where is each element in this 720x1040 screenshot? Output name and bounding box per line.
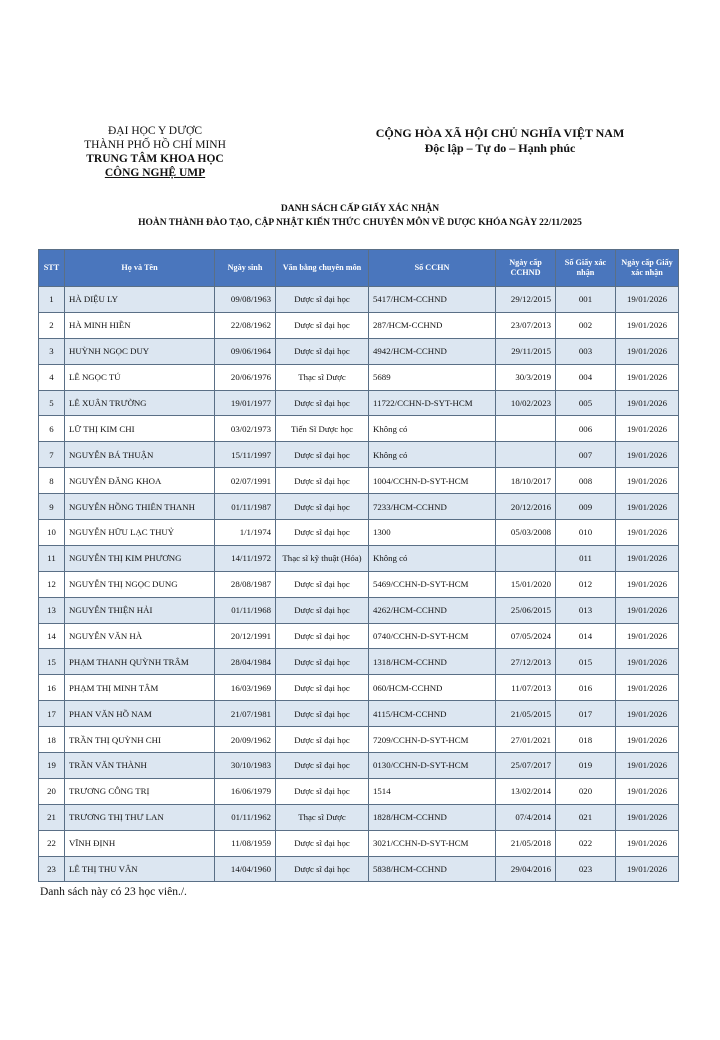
cell-stt: 23 xyxy=(39,856,65,882)
cell-degree: Dược sĩ đại học xyxy=(276,778,369,804)
cell-cert-no: 011 xyxy=(556,545,616,571)
cell-birthdate: 15/11/1997 xyxy=(215,442,276,468)
cell-cert-date: 19/01/2026 xyxy=(616,312,679,338)
cell-license-date: 21/05/2018 xyxy=(496,830,556,856)
cell-license-date: 11/07/2013 xyxy=(496,675,556,701)
cell-cert-date: 19/01/2026 xyxy=(616,364,679,390)
cell-license-date: 20/12/2016 xyxy=(496,494,556,520)
cell-license-date: 23/07/2013 xyxy=(496,312,556,338)
cell-cert-date: 19/01/2026 xyxy=(616,649,679,675)
cell-degree: Dược sĩ đại học xyxy=(276,338,369,364)
cell-cert-no: 004 xyxy=(556,364,616,390)
col-header-stt: STT xyxy=(39,250,65,287)
cell-license-no: Không có xyxy=(369,545,496,571)
table-row xyxy=(39,856,679,882)
col-header-name: Họ và Tên xyxy=(65,250,215,287)
cell-cert-no: 014 xyxy=(556,623,616,649)
cell-birthdate: 14/04/1960 xyxy=(215,856,276,882)
cell-birthdate: 01/11/1987 xyxy=(215,494,276,520)
cell-license-date: 05/03/2008 xyxy=(496,520,556,546)
cell-cert-no: 020 xyxy=(556,778,616,804)
cell-degree: Dược sĩ đại học xyxy=(276,753,369,779)
cell-degree: Dược sĩ đại học xyxy=(276,623,369,649)
cell-stt: 18 xyxy=(39,727,65,753)
cell-cert-no: 008 xyxy=(556,468,616,494)
table-row xyxy=(39,649,679,675)
cell-cert-no: 010 xyxy=(556,520,616,546)
cell-birthdate: 30/10/1983 xyxy=(215,753,276,779)
cell-cert-no: 005 xyxy=(556,390,616,416)
cell-degree: Dược sĩ đại học xyxy=(276,442,369,468)
table-row xyxy=(39,390,679,416)
cell-stt: 2 xyxy=(39,312,65,338)
cell-stt: 1 xyxy=(39,287,65,313)
cell-name: HUỲNH NGỌC DUY xyxy=(65,338,215,364)
cell-name: HÀ MINH HIỀN xyxy=(65,312,215,338)
certificate-table xyxy=(38,249,679,882)
cell-license-no: 4115/HCM-CCHND xyxy=(369,701,496,727)
cell-cert-no: 013 xyxy=(556,597,616,623)
cell-license-no: 7209/CCHN-D-SYT-HCM xyxy=(369,727,496,753)
cell-cert-no: 012 xyxy=(556,571,616,597)
cell-stt: 16 xyxy=(39,675,65,701)
cell-cert-no: 016 xyxy=(556,675,616,701)
table-row xyxy=(39,675,679,701)
cell-cert-no: 006 xyxy=(556,416,616,442)
cell-license-date xyxy=(496,416,556,442)
table-row xyxy=(39,701,679,727)
cell-cert-no: 002 xyxy=(556,312,616,338)
col-header-cert-date: Ngày cấp Giấy xác nhận xyxy=(616,250,679,287)
cell-stt: 9 xyxy=(39,494,65,520)
table-row xyxy=(39,312,679,338)
cell-degree: Dược sĩ đại học xyxy=(276,649,369,675)
cell-cert-date: 19/01/2026 xyxy=(616,727,679,753)
issuing-organization xyxy=(40,124,270,180)
org-line-4: CÔNG NGHỆ UMP xyxy=(104,167,206,179)
cell-cert-date: 19/01/2026 xyxy=(616,545,679,571)
cell-name: NGUYỄN HỮU LẠC THUỶ xyxy=(65,520,215,546)
cell-stt: 11 xyxy=(39,545,65,571)
cell-stt: 20 xyxy=(39,778,65,804)
cell-degree: Dược sĩ đại học xyxy=(276,597,369,623)
cell-name: TRẦN THỊ QUỲNH CHI xyxy=(65,727,215,753)
cell-name: LÊ XUÂN TRƯỜNG xyxy=(65,390,215,416)
cell-birthdate: 01/11/1968 xyxy=(215,597,276,623)
cell-cert-date: 19/01/2026 xyxy=(616,804,679,830)
cell-cert-no: 015 xyxy=(556,649,616,675)
cell-birthdate: 28/08/1987 xyxy=(215,571,276,597)
cell-name: NGUYỄN BÁ THUẬN xyxy=(65,442,215,468)
table-header-row xyxy=(39,250,679,287)
cell-license-date: 27/01/2021 xyxy=(496,727,556,753)
cell-birthdate: 20/06/1976 xyxy=(215,364,276,390)
col-header-license-date: Ngày cấp CCHND xyxy=(496,250,556,287)
cell-name: NGUYỄN THIỆN HẢI xyxy=(65,597,215,623)
cell-degree: Dược sĩ đại học xyxy=(276,287,369,313)
cell-stt: 22 xyxy=(39,830,65,856)
cell-license-date: 18/10/2017 xyxy=(496,468,556,494)
cell-cert-date: 19/01/2026 xyxy=(616,623,679,649)
cell-name: PHẠM THANH QUỲNH TRÂM xyxy=(65,649,215,675)
cell-license-no: 3021/CCHN-D-SYT-HCM xyxy=(369,830,496,856)
cell-birthdate: 01/11/1962 xyxy=(215,804,276,830)
cell-license-no: 287/HCM-CCHND xyxy=(369,312,496,338)
cell-license-no: 1318/HCM-CCHND xyxy=(369,649,496,675)
cell-license-no: Không có xyxy=(369,442,496,468)
cell-birthdate: 02/07/1991 xyxy=(215,468,276,494)
cell-license-date: 13/02/2014 xyxy=(496,778,556,804)
cell-cert-date: 19/01/2026 xyxy=(616,390,679,416)
cell-license-no: 1004/CCHN-D-SYT-HCM xyxy=(369,468,496,494)
cell-cert-date: 19/01/2026 xyxy=(616,468,679,494)
cell-cert-no: 018 xyxy=(556,727,616,753)
cell-license-no: 4262/HCM-CCHND xyxy=(369,597,496,623)
table-row xyxy=(39,804,679,830)
cell-license-date: 29/11/2015 xyxy=(496,338,556,364)
title-line-1: DANH SÁCH CẤP GIẤY XÁC NHẬN xyxy=(280,204,440,214)
cell-name: NGUYỄN THỊ NGỌC DUNG xyxy=(65,571,215,597)
cell-degree: Dược sĩ đại học xyxy=(276,830,369,856)
cell-stt: 8 xyxy=(39,468,65,494)
cell-stt: 13 xyxy=(39,597,65,623)
cell-name: PHẠM THỊ MINH TÂM xyxy=(65,675,215,701)
cell-name: NGUYỄN ĐĂNG KHOA xyxy=(65,468,215,494)
cell-license-date: 29/04/2016 xyxy=(496,856,556,882)
cell-degree: Dược sĩ đại học xyxy=(276,390,369,416)
col-header-license-no: Số CCHN xyxy=(369,250,496,287)
cell-birthdate: 03/02/1973 xyxy=(215,416,276,442)
cell-license-date: 07/4/2014 xyxy=(496,804,556,830)
cell-cert-date: 19/01/2026 xyxy=(616,494,679,520)
cell-degree: Thạc sĩ Dược xyxy=(276,804,369,830)
cell-license-no: 5469/CCHN-D-SYT-HCM xyxy=(369,571,496,597)
cell-name: HÀ DIỆU LY xyxy=(65,287,215,313)
cell-degree: Dược sĩ đại học xyxy=(276,520,369,546)
cell-license-date xyxy=(496,442,556,468)
cell-degree: Thạc sĩ Dược xyxy=(276,364,369,390)
cell-license-no: 1828/HCM-CCHND xyxy=(369,804,496,830)
cell-cert-date: 19/01/2026 xyxy=(616,571,679,597)
cell-cert-no: 019 xyxy=(556,753,616,779)
cell-stt: 3 xyxy=(39,338,65,364)
cell-stt: 12 xyxy=(39,571,65,597)
col-header-cert-no: Số Giấy xác nhận xyxy=(556,250,616,287)
cell-cert-no: 007 xyxy=(556,442,616,468)
cell-name: PHAN VĂN HỒ NAM xyxy=(65,701,215,727)
cell-cert-no: 022 xyxy=(556,830,616,856)
org-line-3: TRUNG TÂM KHOA HỌC xyxy=(86,153,224,165)
table-row xyxy=(39,597,679,623)
cell-name: NGUYỄN VĂN HÀ xyxy=(65,623,215,649)
table-body xyxy=(39,287,679,882)
cell-license-no: 5417/HCM-CCHND xyxy=(369,287,496,313)
table-row xyxy=(39,778,679,804)
cell-license-no: Không có xyxy=(369,416,496,442)
cell-cert-date: 19/01/2026 xyxy=(616,338,679,364)
cell-stt: 10 xyxy=(39,520,65,546)
cell-license-no: 5838/HCM-CCHND xyxy=(369,856,496,882)
cell-degree: Dược sĩ đại học xyxy=(276,675,369,701)
cell-license-date: 21/05/2015 xyxy=(496,701,556,727)
table-row xyxy=(39,753,679,779)
cell-name: LÊ NGỌC TÚ xyxy=(65,364,215,390)
cell-cert-date: 19/01/2026 xyxy=(616,442,679,468)
cell-degree: Dược sĩ đại học xyxy=(276,701,369,727)
cell-license-date: 25/06/2015 xyxy=(496,597,556,623)
cell-stt: 19 xyxy=(39,753,65,779)
cell-name: TRƯƠNG THỊ THƯ LAN xyxy=(65,804,215,830)
cell-cert-no: 023 xyxy=(556,856,616,882)
motto-line-1: CỘNG HÒA XÃ HỘI CHỦ NGHĨA VIỆT NAM xyxy=(375,126,625,140)
cell-license-no: 1300 xyxy=(369,520,496,546)
col-header-degree: Văn bằng chuyên môn xyxy=(276,250,369,287)
cell-cert-no: 017 xyxy=(556,701,616,727)
cell-stt: 6 xyxy=(39,416,65,442)
title-line-2: HOÀN THÀNH ĐÀO TẠO, CẬP NHẬT KIẾN THỨC CHUYÊN MÔN VỀ DƯỢC KHÓA NGÀY 22/11/2025 xyxy=(138,218,582,228)
cell-license-date: 10/02/2023 xyxy=(496,390,556,416)
cell-name: TRẦN VĂN THÀNH xyxy=(65,753,215,779)
cell-degree: Dược sĩ đại học xyxy=(276,571,369,597)
cell-stt: 21 xyxy=(39,804,65,830)
cell-license-no: 0130/CCHN-D-SYT-HCM xyxy=(369,753,496,779)
cell-name: LỮ THỊ KIM CHI xyxy=(65,416,215,442)
cell-stt: 5 xyxy=(39,390,65,416)
cell-birthdate: 20/12/1991 xyxy=(215,623,276,649)
national-motto xyxy=(330,126,670,156)
cell-birthdate: 19/01/1977 xyxy=(215,390,276,416)
cell-birthdate: 22/08/1962 xyxy=(215,312,276,338)
cell-license-date: 30/3/2019 xyxy=(496,364,556,390)
cell-stt: 7 xyxy=(39,442,65,468)
cell-cert-no: 001 xyxy=(556,287,616,313)
table-row xyxy=(39,442,679,468)
table-row xyxy=(39,623,679,649)
table-row xyxy=(39,727,679,753)
cell-license-no: 7233/HCM-CCHND xyxy=(369,494,496,520)
cell-name: TRƯƠNG CÔNG TRỊ xyxy=(65,778,215,804)
cell-stt: 14 xyxy=(39,623,65,649)
table-row xyxy=(39,520,679,546)
cell-birthdate: 21/07/1981 xyxy=(215,701,276,727)
cell-degree: Dược sĩ đại học xyxy=(276,312,369,338)
cell-cert-no: 021 xyxy=(556,804,616,830)
cell-cert-date: 19/01/2026 xyxy=(616,520,679,546)
cell-stt: 4 xyxy=(39,364,65,390)
org-line-1: ĐẠI HỌC Y DƯỢC xyxy=(108,125,202,137)
table-row xyxy=(39,830,679,856)
cell-license-no: 0740/CCHN-D-SYT-HCM xyxy=(369,623,496,649)
table-row xyxy=(39,338,679,364)
cell-license-no: 4942/HCM-CCHND xyxy=(369,338,496,364)
col-header-birthdate: Ngày sinh xyxy=(215,250,276,287)
cell-birthdate: 28/04/1984 xyxy=(215,649,276,675)
cell-birthdate: 16/03/1969 xyxy=(215,675,276,701)
cell-birthdate: 16/06/1979 xyxy=(215,778,276,804)
cell-license-date: 25/07/2017 xyxy=(496,753,556,779)
table-row xyxy=(39,494,679,520)
cell-cert-date: 19/01/2026 xyxy=(616,597,679,623)
cell-name: NGUYỄN THỊ KIM PHƯƠNG xyxy=(65,545,215,571)
cell-degree: Tiến Sĩ Dược học xyxy=(276,416,369,442)
table-row xyxy=(39,468,679,494)
cell-name: VĨNH ĐỊNH xyxy=(65,830,215,856)
cell-license-date: 15/01/2020 xyxy=(496,571,556,597)
cell-birthdate: 09/06/1964 xyxy=(215,338,276,364)
cell-cert-no: 003 xyxy=(556,338,616,364)
document-title xyxy=(20,202,700,230)
cell-cert-date: 19/01/2026 xyxy=(616,856,679,882)
cell-name: LÊ THỊ THU VÂN xyxy=(65,856,215,882)
table-row xyxy=(39,287,679,313)
table-row xyxy=(39,545,679,571)
cell-cert-date: 19/01/2026 xyxy=(616,287,679,313)
cell-cert-date: 19/01/2026 xyxy=(616,701,679,727)
cell-birthdate: 09/08/1963 xyxy=(215,287,276,313)
cell-cert-date: 19/01/2026 xyxy=(616,830,679,856)
cell-license-date: 27/12/2013 xyxy=(496,649,556,675)
table-row xyxy=(39,364,679,390)
cell-degree: Dược sĩ đại học xyxy=(276,494,369,520)
cell-birthdate: 1/1/1974 xyxy=(215,520,276,546)
org-line-2: THÀNH PHỐ HỒ CHÍ MINH xyxy=(84,139,226,151)
cell-cert-no: 009 xyxy=(556,494,616,520)
table-row xyxy=(39,416,679,442)
cell-license-date: 29/12/2015 xyxy=(496,287,556,313)
cell-license-no: 11722/CCHN-D-SYT-HCM xyxy=(369,390,496,416)
cell-birthdate: 20/09/1962 xyxy=(215,727,276,753)
cell-degree: Thạc sĩ kỹ thuật (Hóa) xyxy=(276,545,369,571)
cell-stt: 15 xyxy=(39,649,65,675)
cell-degree: Dược sĩ đại học xyxy=(276,856,369,882)
cell-name: NGUYỄN HỒNG THIÊN THANH xyxy=(65,494,215,520)
cell-cert-date: 19/01/2026 xyxy=(616,753,679,779)
cell-cert-date: 19/01/2026 xyxy=(616,416,679,442)
cell-license-no: 5689 xyxy=(369,364,496,390)
cell-degree: Dược sĩ đại học xyxy=(276,468,369,494)
cell-degree: Dược sĩ đại học xyxy=(276,727,369,753)
footer-note: Danh sách này có 23 học viên./. xyxy=(40,886,187,898)
cell-license-no: 060/HCM-CCHND xyxy=(369,675,496,701)
motto-line-2: Độc lập – Tự do – Hạnh phúc xyxy=(424,141,576,155)
cell-license-date: 07/05/2024 xyxy=(496,623,556,649)
cell-license-date xyxy=(496,545,556,571)
cell-birthdate: 14/11/1972 xyxy=(215,545,276,571)
table-row xyxy=(39,571,679,597)
cell-license-no: 1514 xyxy=(369,778,496,804)
cell-cert-date: 19/01/2026 xyxy=(616,778,679,804)
cell-cert-date: 19/01/2026 xyxy=(616,675,679,701)
cell-birthdate: 11/08/1959 xyxy=(215,830,276,856)
cell-stt: 17 xyxy=(39,701,65,727)
